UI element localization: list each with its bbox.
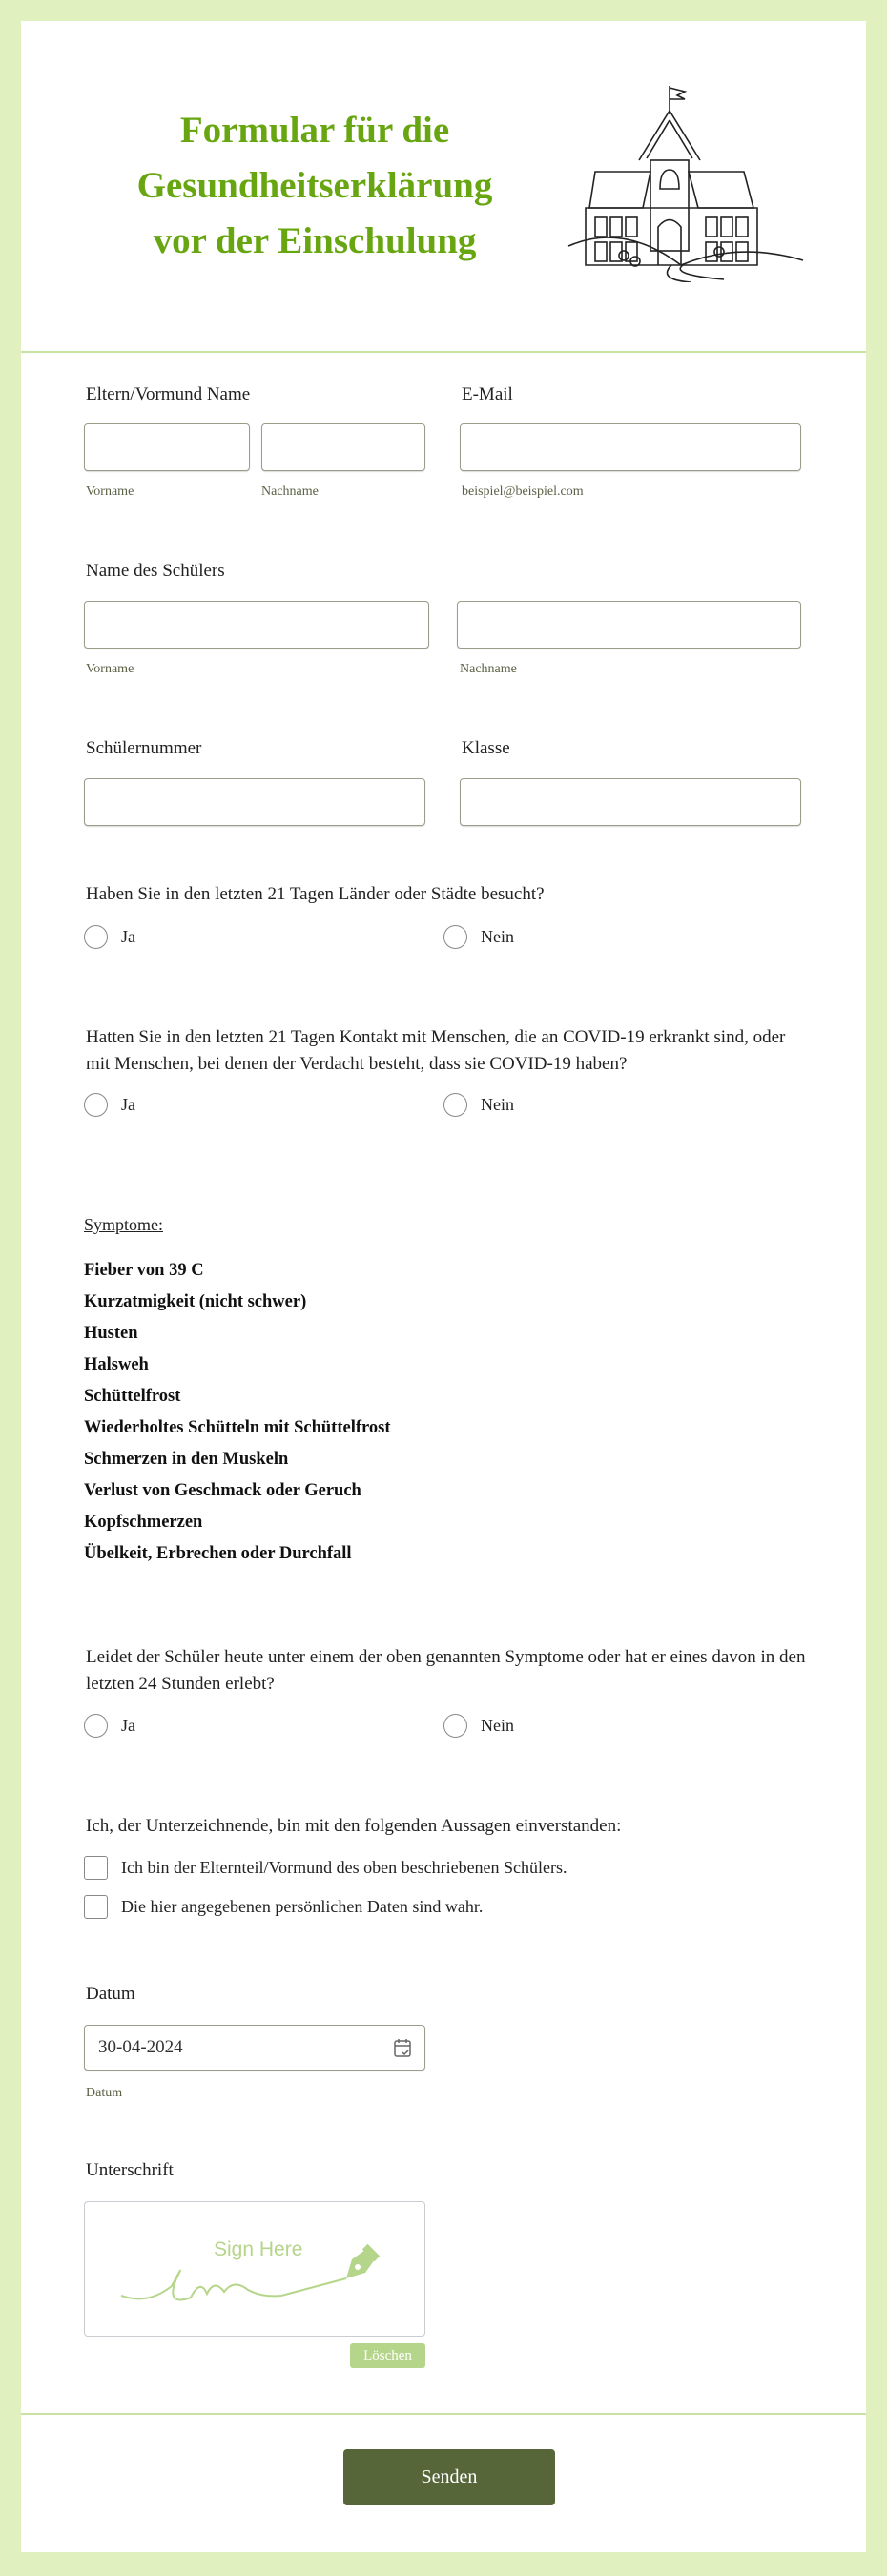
email-input[interactable] [460, 423, 801, 471]
student-number-input[interactable] [84, 778, 425, 826]
symptom-item: Fieber von 39 C [84, 1261, 204, 1280]
symptom-item: Wiederholtes Schütteln mit Schüttelfrost [84, 1418, 391, 1437]
consent-data-true-checkbox[interactable] [84, 1895, 483, 1919]
q3-yes-radio[interactable] [84, 1714, 135, 1738]
school-illustration [567, 84, 805, 282]
parent-first-sublabel: Vorname [86, 484, 134, 499]
header-divider [21, 351, 866, 353]
symptom-item: Kurzatmigkeit (nicht schwer) [84, 1292, 307, 1311]
student-last-sublabel: Nachname [460, 662, 517, 676]
parent-last-sublabel: Nachname [261, 484, 319, 499]
q1-yes-radio[interactable] [84, 925, 135, 949]
date-value: 30-04-2024 [98, 2037, 183, 2057]
title-line: vor der Einschulung [153, 220, 477, 261]
class-label: Klasse [462, 738, 510, 758]
radio-circle[interactable] [84, 1714, 108, 1738]
checkbox[interactable] [84, 1856, 108, 1880]
symptom-item: Husten [84, 1324, 138, 1343]
clear-signature-button[interactable]: Löschen [350, 2343, 425, 2368]
symptom-item: Schüttelfrost [84, 1387, 181, 1406]
radio-label: Ja [121, 1095, 135, 1114]
date-label: Datum [86, 1984, 135, 2004]
radio-circle[interactable] [444, 1093, 467, 1117]
calendar-icon[interactable] [394, 2038, 411, 2057]
q2-no-radio[interactable] [444, 1093, 514, 1117]
radio-label: Nein [481, 1716, 514, 1735]
radio-label: Nein [481, 927, 514, 946]
date-input[interactable] [84, 2025, 425, 2071]
pen-nib-icon [342, 2242, 382, 2282]
date-sublabel: Datum [86, 2086, 123, 2100]
radio-circle[interactable] [84, 925, 108, 949]
signature-label: Unterschrift [86, 2160, 174, 2180]
q3-no-radio[interactable] [444, 1714, 514, 1738]
symptoms-list [84, 1255, 391, 1570]
student-name-label: Name des Schülers [86, 561, 225, 581]
symptom-item: Übelkeit, Erbrechen oder Durchfall [84, 1544, 352, 1563]
signature-pad[interactable] [84, 2201, 425, 2337]
email-sublabel: beispiel@beispiel.com [462, 484, 584, 499]
student-first-sublabel: Vorname [86, 662, 134, 676]
symptom-item: Halsweh [84, 1355, 149, 1374]
q2-yes-radio[interactable] [84, 1093, 135, 1117]
student-last-name-input[interactable] [457, 601, 801, 649]
student-first-name-input[interactable] [84, 601, 429, 649]
submit-button[interactable]: Senden [343, 2449, 555, 2505]
consent-guardian-checkbox[interactable] [84, 1856, 567, 1880]
parent-last-name-input[interactable] [261, 423, 425, 471]
form-title [86, 103, 544, 269]
class-input[interactable] [460, 778, 801, 826]
checkbox-label: Ich bin der Elternteil/Vormund des oben beschriebenen Schülers. [121, 1858, 567, 1877]
symptom-item: Verlust von Geschmack oder Geruch [84, 1481, 361, 1500]
radio-label: Ja [121, 1716, 135, 1735]
question-contact: Hatten Sie in den letzten 21 Tagen Kontakt mit Menschen, die an COVID-19 erkrankt sind, oder mit Menschen, bei denen der Verdacht besteht, dass sie COVID-19 haben? [86, 1027, 786, 1074]
parent-name-label: Eltern/Vormund Name [86, 384, 251, 404]
radio-circle[interactable] [444, 925, 467, 949]
symptom-item: Kopfschmerzen [84, 1513, 203, 1532]
question-travel: Haben Sie in den letzten 21 Tagen Länder oder Städte besucht? [86, 884, 545, 904]
radio-label: Nein [481, 1095, 514, 1114]
symptoms-heading: Symptome: [84, 1215, 164, 1234]
radio-label: Ja [121, 927, 135, 946]
radio-circle[interactable] [84, 1093, 108, 1117]
footer-divider [21, 2413, 866, 2415]
consent-statement: Ich, der Unterzeichnende, bin mit den folgenden Aussagen einverstanden: [86, 1816, 622, 1836]
question-symptoms: Leidet der Schüler heute unter einem der oben genannten Symptome oder hat er eines davon in den letzten 24 Stunden erlebt? [86, 1647, 806, 1694]
parent-first-name-input[interactable] [84, 423, 250, 471]
email-label: E-Mail [462, 384, 513, 404]
symptom-item: Schmerzen in den Muskeln [84, 1450, 289, 1469]
q1-no-radio[interactable] [444, 925, 514, 949]
checkbox-label: Die hier angegebenen persönlichen Daten sind wahr. [121, 1897, 484, 1916]
signature-placeholder: Sign Here [214, 2238, 303, 2260]
title-line: Gesundheitserklärung [136, 165, 493, 206]
student-number-label: Schülernummer [86, 738, 202, 758]
title-line: Formular für die [179, 110, 450, 151]
checkbox[interactable] [84, 1895, 108, 1919]
radio-circle[interactable] [444, 1714, 467, 1738]
